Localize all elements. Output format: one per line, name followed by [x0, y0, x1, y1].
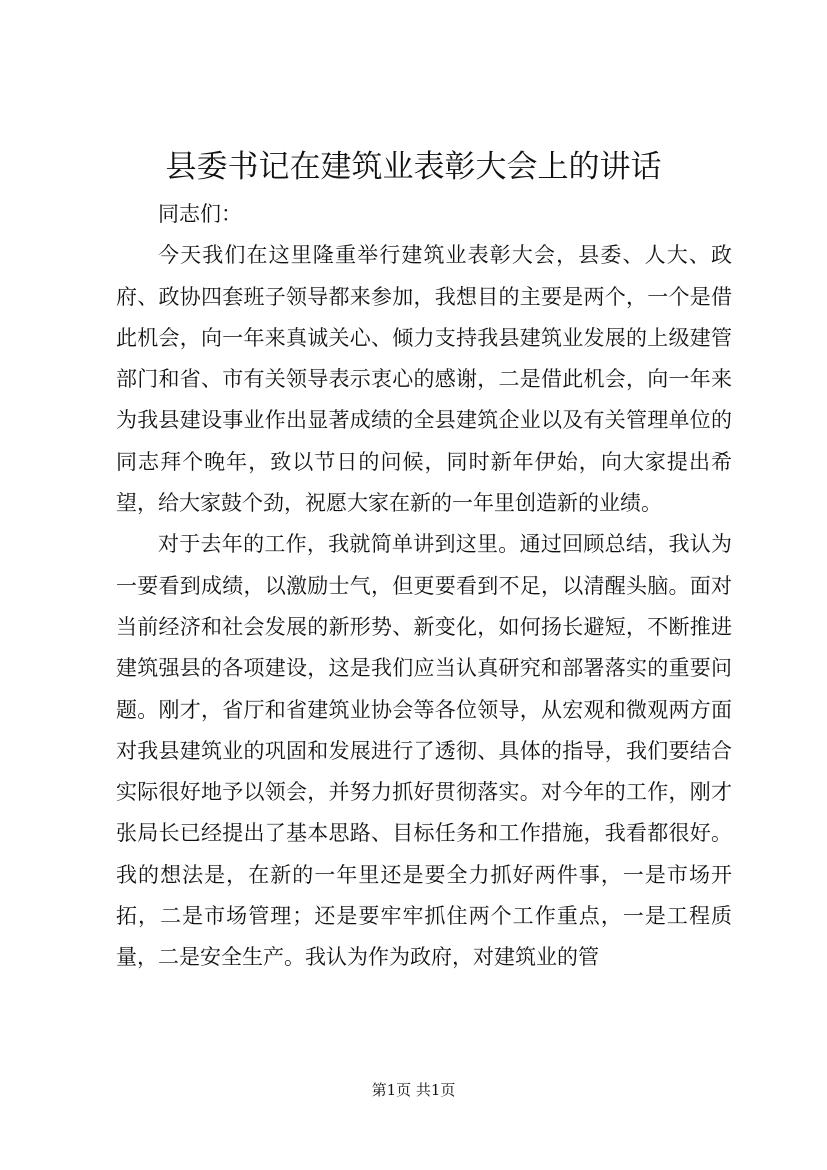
document-body — [116, 194, 732, 979]
document-title: 县委书记在建筑业表彰大会上的讲话 — [165, 149, 662, 185]
salutation: 同志们： — [158, 202, 242, 226]
paragraph-2: 对于去年的工作，我就简单讲到这里。通过回顾总结，我认为一要看到成绩，以激励士气，但更要看到不足，以清醒头脑。面对当前经济和社会发展的新形势、新变化，如何扬长避短，不断推进建筑强县的各项建设，这是我们应当认真研究和部署落实的重要问题。刚才，省厅和省建筑业协会等各位领导，从宏观和微观两方面对我县建筑业的巩固和发展进行了透彻、具体的指导，我们要结合实际很好地予以领会，并努力抓好贯彻落实。对今年的工作，刚才张局长已经提出了基本思路、目标任务和工作措施，我看都很好。我的想法是，在新的一年里还是要全力抓好两件事，一是市场开拓，二是市场管理；还是要牢牢抓住两个工作重点，一是工程质量，二是安全生产。我认为作为政府，对建筑业的管 — [116, 532, 732, 970]
paragraph-1: 今天我们在这里隆重举行建筑业表彰大会，县委、人大、政府、政协四套班子领导都来参加，我想目的主要是两个，一个是借此机会，向一年来真诚关心、倾力支持我县建筑业发展的上级建管部门和省、市有关领导表示衷心的感谢，二是借此机会，向一年来为我县建设事业作出显著成绩的全县建筑企业以及有关管理单位的同志拜个晚年，致以节日的问候，同时新年伊始，向大家提出希望，给大家鼓个劲，祝愿大家在新的一年里创造新的业绩。 — [116, 243, 732, 516]
page-number-footer: 第1页 共1页 — [371, 1081, 456, 1099]
